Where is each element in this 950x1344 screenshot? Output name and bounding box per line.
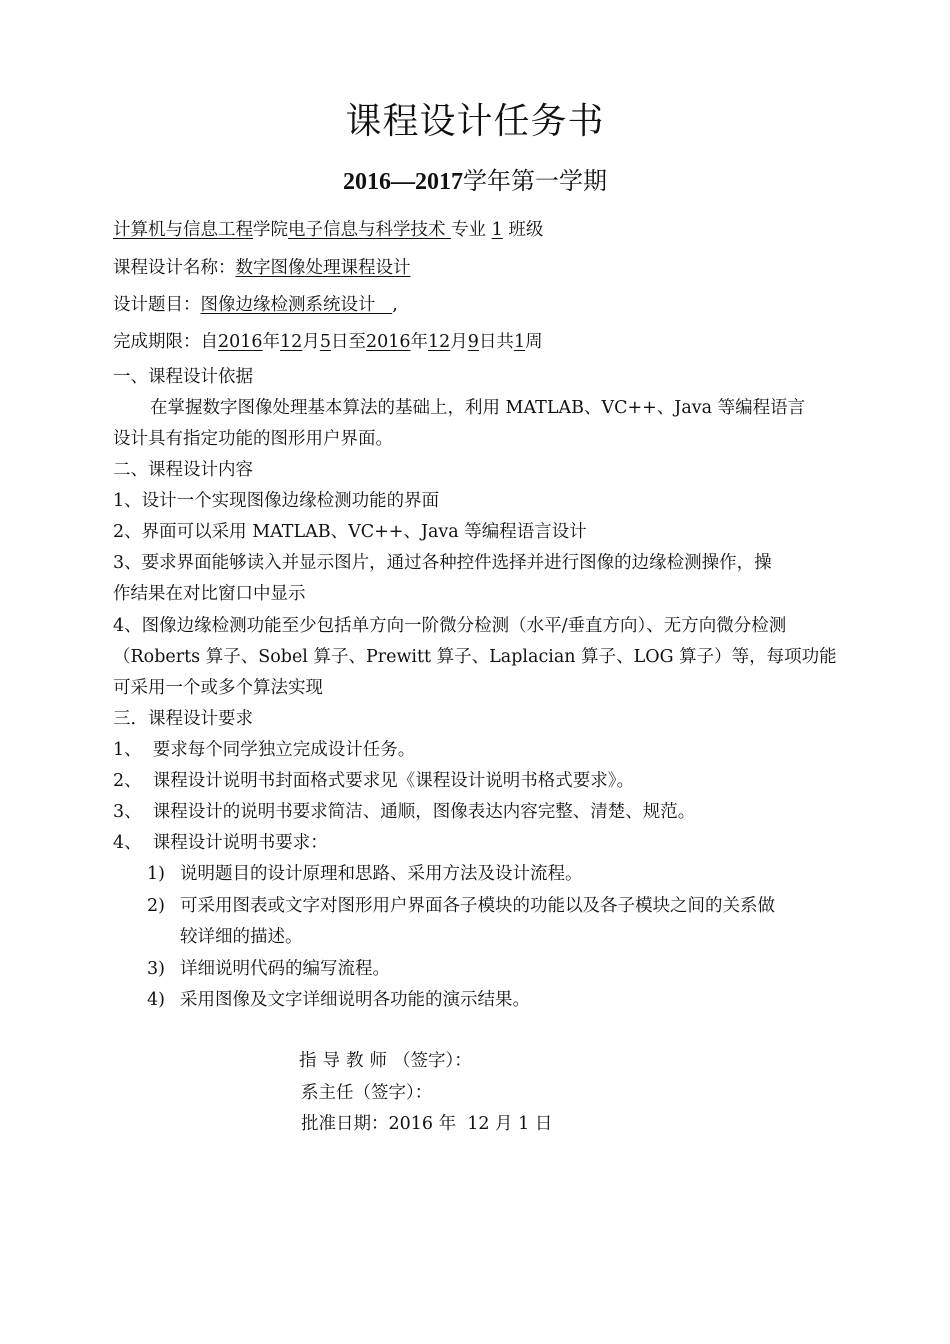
section2-item1: 1、设计一个实现图像边缘检测功能的界面 (113, 491, 440, 511)
deadline-year-label-end: 年 (410, 332, 429, 352)
deadline-day-end: 9 (467, 332, 479, 352)
deadline-year-label-start: 年 (262, 332, 281, 352)
section2-item4-line2: （Roberts 算子、Sobel 算子、Prewitt 算子、Laplacian 算子、LOG 算子）等，每项功能 (113, 647, 837, 667)
section2-item2: 2、界面可以采用 MATLAB、VC++、Java 等编程语言设计 (113, 522, 587, 542)
approval-date: 批准日期：2016 年 12 月 1 日 (301, 1114, 553, 1134)
teacher-label: 指导教师 (299, 1051, 393, 1071)
deadline-month-label-end: 月 (450, 332, 468, 352)
sub-item-4: 采用图像及文字详细说明各功能的演示结果。 (180, 990, 530, 1010)
academic-year-term: 学年第一学期 (463, 167, 607, 195)
academic-year (0, 164, 950, 199)
section3-req4: 4、 课程设计说明书要求： (113, 833, 328, 853)
section3-req3: 3、 课程设计的说明书要求简洁、通顺，图像表达内容完整、清楚、规范。 (113, 802, 696, 822)
college-name: 计算机与信息工程 (113, 220, 253, 240)
section1-paragraph-line1: 在掌握数字图像处理基本算法的基础上，利用 MATLAB、VC++、Java 等编程语言 (150, 398, 806, 418)
deadline-weeks-label: 周 (525, 332, 543, 352)
class-number: 1 (491, 220, 503, 240)
course-name-label: 课程设计名称： (113, 258, 236, 278)
section2-item3-line1: 3、要求界面能够读入并显示图片，通过各种控件选择并进行图像的边缘检测操作，操 (113, 553, 772, 573)
section2-heading: 二、课程设计内容 (113, 460, 253, 480)
college-suffix: 学院 (253, 220, 288, 240)
section1-heading: 一、课程设计依据 (113, 367, 253, 387)
academic-year-range: 2016—2017 (343, 169, 463, 195)
section3-heading: 三．课程设计要求 (113, 709, 253, 729)
sub-item-4-number: 4) (147, 990, 165, 1010)
teacher-signature-line (299, 1049, 472, 1073)
teacher-signature-suffix: （签字）： (393, 1051, 472, 1071)
major-label: 专业 (451, 220, 487, 240)
sub-item-3-number: 3) (147, 959, 165, 979)
topic-label: 设计题目： (113, 295, 201, 315)
sub-item-3: 详细说明代码的编写流程。 (180, 959, 390, 979)
department-line (113, 218, 543, 242)
section3-req2: 2、 课程设计说明书封面格式要求见《课程设计说明书格式要求》。 (113, 771, 635, 791)
section2-item3-line2: 作结果在对比窗口中显示 (113, 584, 306, 604)
section2-item4-line1: 4、图像边缘检测功能至少包括单方向一阶微分检测（水平/垂直方向）、无方向微分检测 (113, 616, 787, 636)
deadline-year-end: 2016 (365, 332, 411, 352)
topic-tail: , (392, 295, 398, 315)
deadline-month-label-start: 月 (302, 332, 320, 352)
deadline-day-start: 5 (319, 332, 331, 352)
deadline-month-start: 12 (280, 332, 303, 352)
sub-item-1-number: 1) (147, 864, 165, 884)
deadline-day-label-start: 日至 (330, 332, 366, 352)
sub-item-2-line1: 可采用图表或文字对图形用户界面各子模块的功能以及各子模块之间的关系做 (180, 896, 775, 916)
dept-head-signature-line: 系主任（签字）： (301, 1083, 433, 1103)
course-name-value: 数字图像处理课程设计 (235, 258, 411, 278)
deadline-label: 完成期限：自 (113, 332, 218, 352)
sub-item-2-number: 2) (147, 896, 165, 916)
deadline-year-start: 2016 (218, 332, 263, 352)
topic-value: 图像边缘检测系统设计 (200, 295, 393, 315)
course-name-line (113, 256, 411, 280)
major-name: 电子信息与科学技术 (288, 220, 452, 240)
deadline-weeks: 1 (513, 332, 526, 352)
sub-item-1: 说明题目的设计原理和思路、采用方法及设计流程。 (180, 864, 583, 884)
deadline-line (113, 330, 543, 354)
section3-req1: 1、 要求每个同学独立完成设计任务。 (113, 740, 416, 760)
section1-paragraph-line2: 设计具有指定功能的图形用户界面。 (113, 429, 393, 449)
class-label: 班级 (508, 220, 544, 240)
section2-item4-line3: 可采用一个或多个算法实现 (113, 678, 323, 698)
sub-item-2-line2: 较详细的描述。 (180, 927, 303, 947)
topic-line (113, 293, 398, 317)
deadline-month-end: 12 (428, 332, 451, 352)
deadline-day-label-end: 日共 (478, 332, 514, 352)
page-title: 课程设计任务书 (345, 101, 605, 142)
